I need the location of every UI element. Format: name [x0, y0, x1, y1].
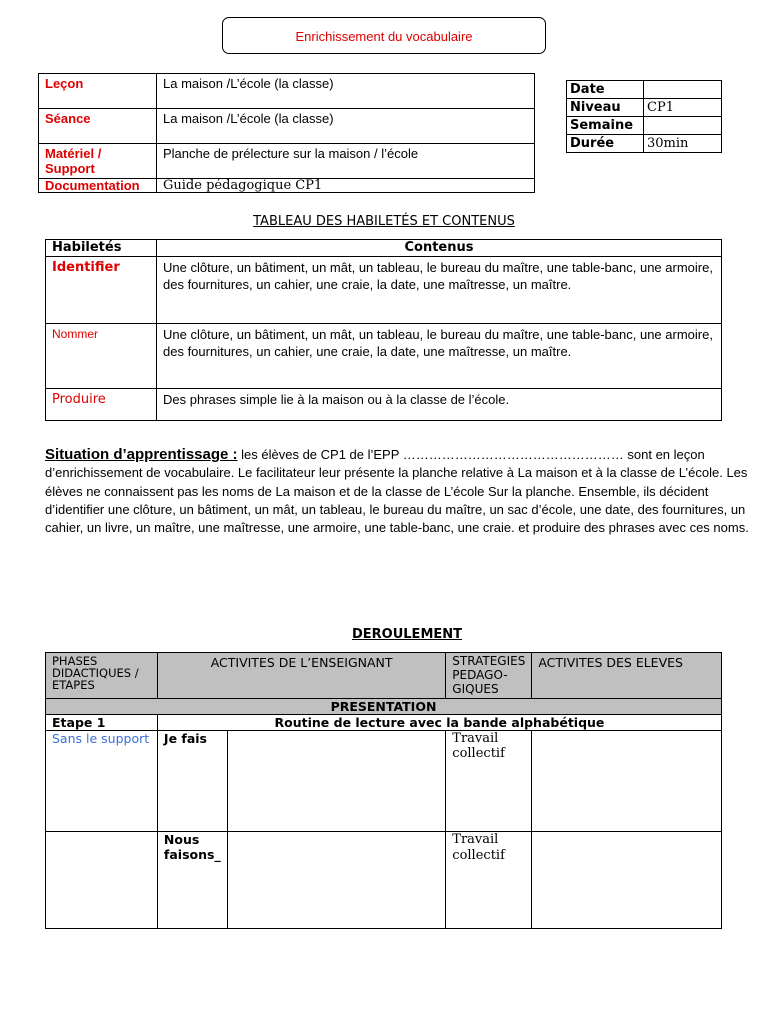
- activity-row: [46, 731, 722, 832]
- phase-name: Sans le support: [46, 731, 158, 832]
- skills-header-row: [46, 240, 722, 257]
- activity-row: [46, 832, 722, 929]
- deroulement-table: [45, 652, 722, 929]
- skill-content: Une clôture, un bâtiment, un mât, un tableau, le bureau du maître, une table-banc, une armoire, des fournitures, un cahier, une craie, la date, une maîtresse, un maître.: [157, 257, 722, 324]
- strategies-header: STRATEGIES PEDAGO-GIQUES: [446, 653, 532, 699]
- lesson-label: Leçon: [39, 74, 157, 109]
- teacher-activity-cell: [227, 832, 445, 929]
- seance-label: Séance: [39, 109, 157, 144]
- lesson-row: [39, 74, 535, 109]
- student-activity-cell: [532, 731, 722, 832]
- skills-row: [46, 257, 722, 324]
- learning-situation: [45, 446, 767, 537]
- meta-row: [567, 135, 722, 153]
- skills-table: [45, 239, 722, 421]
- section-row: [46, 699, 722, 715]
- material-row: [39, 144, 535, 179]
- activity-strategy: Travail collectif: [446, 832, 532, 929]
- duration-label: Durée: [567, 135, 644, 153]
- skills-table-title: TABLEAU DES HABILETÉS ET CONTENUS: [253, 214, 515, 229]
- deroulement-header-row: [46, 653, 722, 699]
- phase-cell: [46, 832, 158, 929]
- documentation-label: Documentation: [39, 179, 157, 193]
- seance-value: La maison /L’école (la classe): [157, 109, 535, 144]
- date-label: Date: [567, 81, 644, 99]
- teacher-activity-cell: [227, 731, 445, 832]
- situation-text: les élèves de CP1 de l’EPP …………………………………………… sont en leçon d’enrichissement de vocabulaire. Le facilitateur leur présente la planche relative à La maison et à la classe de L’école. Les élèves ne connaissent pas les noms de La maison et de la classe de L’école Sur la planche. Ensemble, ils décident d’identifier une clôture, un bâtiment, un mât, un tableau, le bureau du maître, un sac d’école, une date, des fournitures, un cahier, un livre, un maître, une maîtresse, une armoire, une table-banc, une craie. et produire des phrases avec ces noms.: [45, 447, 749, 536]
- phases-header: PHASES DIDACTIQUES / ETAPES: [46, 653, 158, 699]
- duration-value: 30min: [644, 135, 722, 153]
- skill-produce: Produire: [46, 389, 157, 421]
- step-row: [46, 715, 722, 731]
- skill-content: Des phrases simple lie à la maison ou à la classe de l’école.: [157, 389, 722, 421]
- skill-identify: Identifier: [46, 257, 157, 324]
- level-label: Niveau: [567, 99, 644, 117]
- situation-label: Situation d’apprentissage :: [45, 446, 238, 463]
- documentation-value: Guide pédagogique CP1: [157, 179, 535, 193]
- seance-row: [39, 109, 535, 144]
- skills-row: [46, 389, 722, 421]
- lesson-info-table: [38, 73, 535, 193]
- meta-row: [567, 117, 722, 135]
- activity-strategy: Travail collectif: [446, 731, 532, 832]
- meta-info-table: [566, 80, 722, 153]
- student-activities-header: ACTIVITES DES ELEVES: [532, 653, 722, 699]
- skill-content: Une clôture, un bâtiment, un mât, un tableau, le bureau du maître, une table-banc, une armoire, des fournitures, un cahier, une craie, la date, une maîtresse, un maître.: [157, 324, 722, 389]
- meta-row: [567, 81, 722, 99]
- activity-who: Nous faisons_: [157, 832, 227, 929]
- skills-header: Habiletés: [46, 240, 157, 257]
- step-label: Etape 1: [46, 715, 158, 731]
- week-label: Semaine: [567, 117, 644, 135]
- documentation-row: [39, 179, 535, 193]
- material-label: Matériel / Support: [39, 144, 157, 179]
- student-activity-cell: [532, 832, 722, 929]
- meta-row: [567, 99, 722, 117]
- week-value: [644, 117, 722, 135]
- deroulement-title: DEROULEMENT: [351, 627, 463, 642]
- skills-row: [46, 324, 722, 389]
- document-title: Enrichissement du vocabulaire: [222, 17, 546, 54]
- contents-header: Contenus: [157, 240, 722, 257]
- date-value: [644, 81, 722, 99]
- teacher-activities-header: ACTIVITES DE L’ENSEIGNANT: [157, 653, 445, 699]
- activity-who: Je fais: [157, 731, 227, 832]
- level-value: CP1: [644, 99, 722, 117]
- material-value: Planche de prélecture sur la maison / l’école: [157, 144, 535, 179]
- section-presentation: PRESENTATION: [46, 699, 722, 715]
- skill-name: Nommer: [46, 324, 157, 389]
- step-title: Routine de lecture avec la bande alphabétique: [157, 715, 721, 731]
- lesson-value: La maison /L’école (la classe): [157, 74, 535, 109]
